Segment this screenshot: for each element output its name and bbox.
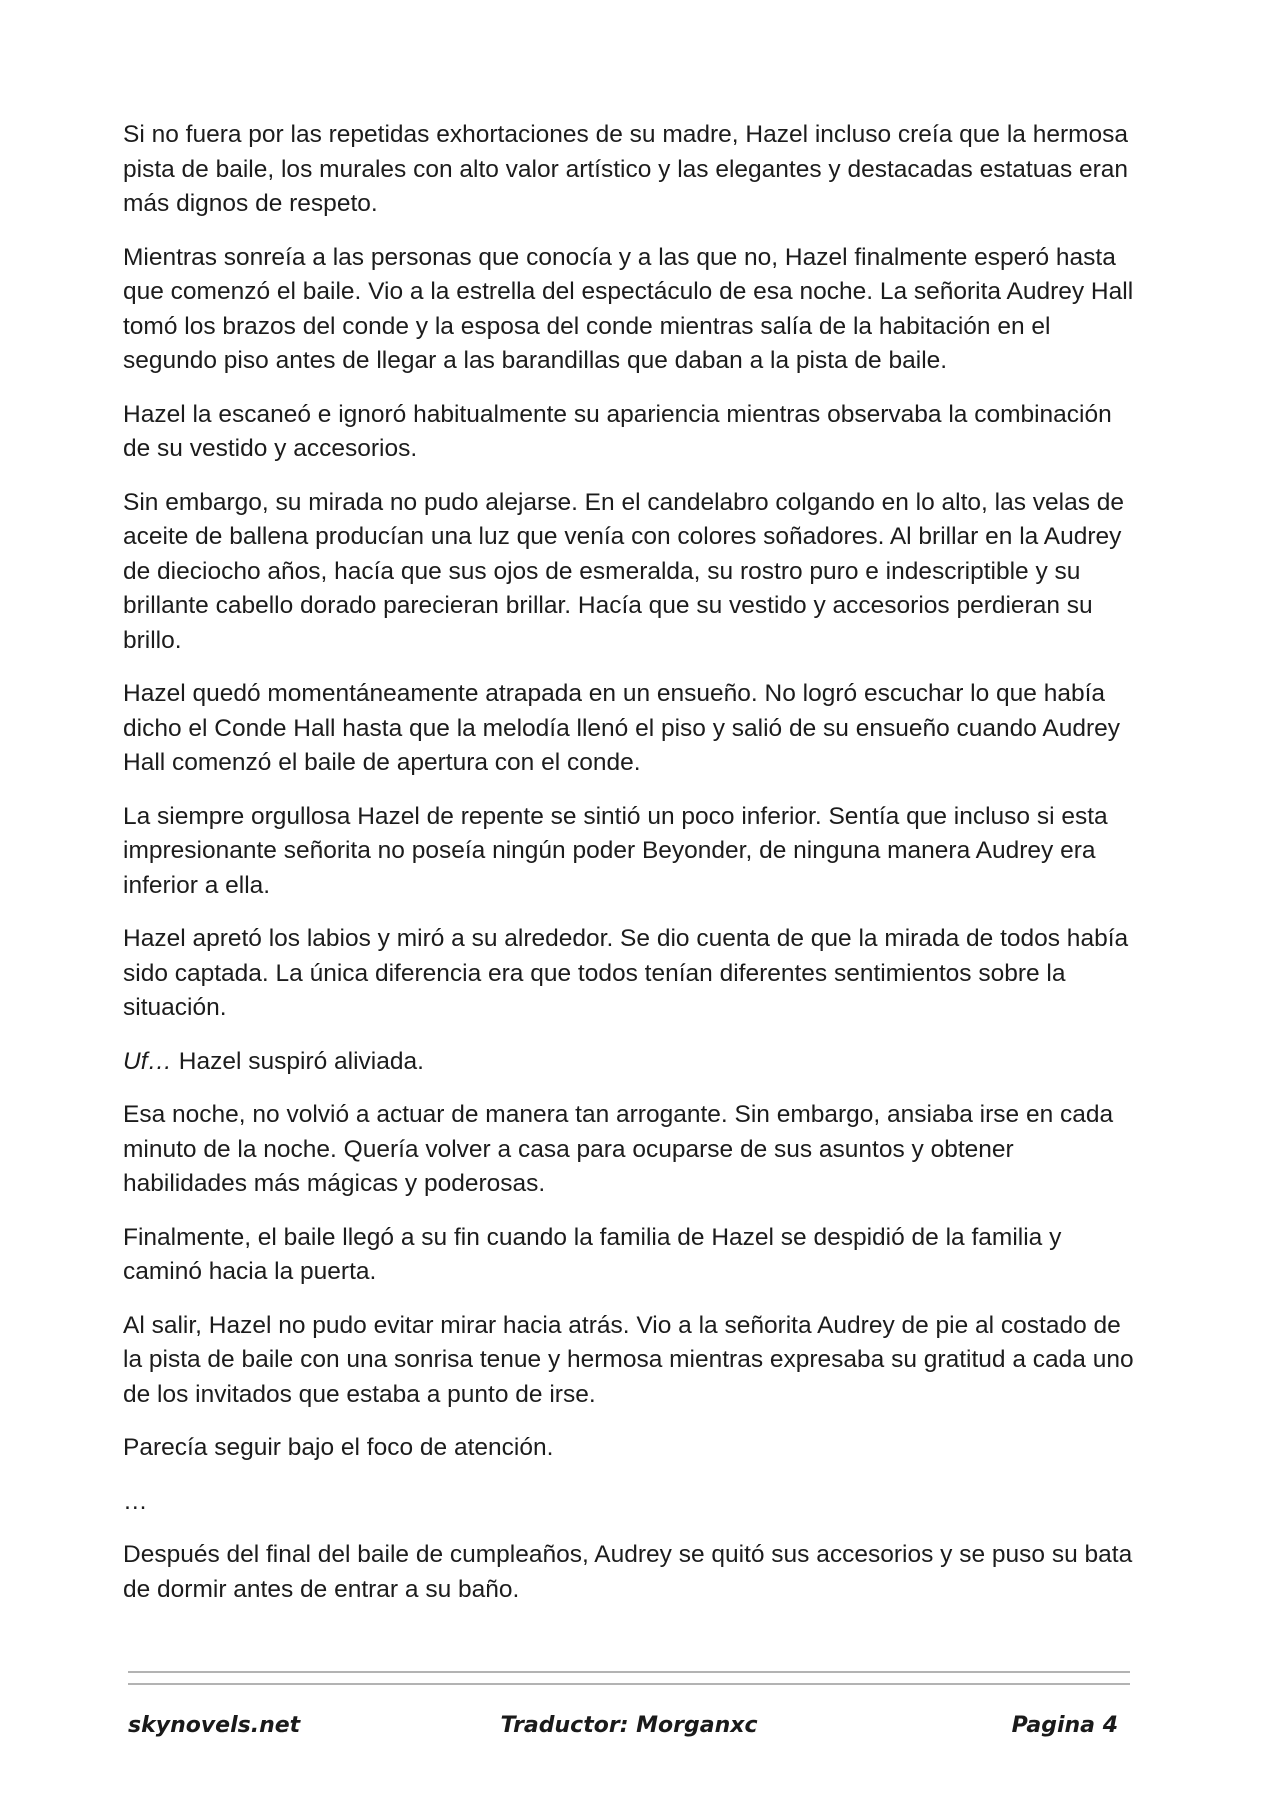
- paragraph: La siempre orgullosa Hazel de repente se sintió un poco inferior. Sentía que incluso si esta impresionante señorita no poseía ningún poder Beyonder, de ninguna manera Audrey era inferior a ella.: [123, 802, 1108, 899]
- paragraph: Si no fuera por las repetidas exhortaciones de su madre, Hazel incluso creía que la hermosa pista de baile, los murales con alto valor artístico y las elegantes y destacadas estatuas eran más dignos de respeto.: [123, 121, 1129, 217]
- italic-interjection: Uf…: [123, 1047, 172, 1075]
- paragraph: Hazel la escaneó e ignoró habitualmente su apariencia mientras observaba la combinación de su vestido y accesorios.: [123, 400, 1112, 462]
- paragraph: Al salir, Hazel no pudo evitar mirar hacia atrás. Vio a la señorita Audrey de pie al costado de la pista de baile con una sonrisa tenue y hermosa mientras expresaba su gratitud a cada uno de los invitados que estaba a punto de irse.: [123, 1311, 1134, 1408]
- paragraph: Hazel quedó momentáneamente atrapada en un ensueño. No logró escuchar lo que había dicho el Conde Hall hasta que la melodía llenó el piso y salió de su ensueño cuando Audrey Hall comenzó el baile de apertura con el conde.: [123, 680, 1120, 776]
- paragraph: Esa noche, no volvió a actuar de manera tan arrogante. Sin embargo, ansiaba irse en cada minuto de la noche. Quería volver a casa para ocuparse de sus asuntos y obtener habilidades más mágicas y poderosas.: [123, 1101, 1114, 1197]
- paragraph: Mientras sonreía a las personas que conocía y a las que no, Hazel finalmente esperó hasta que comenzó el baile. Vio a la estrella del espectáculo de esa noche. La señorita Audrey Hall tomó los brazos del conde y la esposa del conde mientras salía de la habitación en el segundo piso antes de llegar a las barandillas que daban a la pista de baile.: [123, 243, 1134, 374]
- paragraph: Sin embargo, su mirada no pudo alejarse. En el candelabro colgando en lo alto, las velas de aceite de ballena producían una luz que venía con colores soñadores. Al brillar en la Audrey de dieciocho años, hacía que sus ojos de esmeralda, su rostro puro e indescriptible y su brillante cabello dorado parecieran brillar. Hacía que su vestido y accesorios perdieran su brillo.: [123, 488, 1125, 654]
- paragraph: Finalmente, el baile llegó a su fin cuando la familia de Hazel se despidió de la familia y caminó hacia la puerta.: [123, 1223, 1062, 1285]
- scene-break: …: [123, 1487, 148, 1515]
- document-body: [123, 118, 1143, 1626]
- paragraph-sigh: [123, 1045, 1143, 1080]
- paragraph: Después del final del baile de cumpleaños, Audrey se quitó sus accesorios y se puso su bata de dormir antes de entrar a su baño.: [123, 1541, 1133, 1603]
- page-footer: [128, 1713, 1130, 1747]
- footer-divider-bottom: [128, 1683, 1130, 1685]
- footer-divider-top: [128, 1671, 1130, 1673]
- paragraph: Hazel apretó los labios y miró a su alrededor. Se dio cuenta de que la mirada de todos había sido captada. La única diferencia era que todos tenían diferentes sentimientos sobre la situación.: [123, 925, 1129, 1021]
- paragraph: Parecía seguir bajo el foco de atención.: [123, 1434, 554, 1461]
- paragraph-text: Hazel suspiró aliviada.: [172, 1047, 424, 1075]
- footer-translator: Traductor: Morganxc: [500, 1713, 758, 1738]
- footer-page-number: Pagina 4: [1011, 1713, 1118, 1738]
- footer-site: skynovels.net: [128, 1713, 301, 1738]
